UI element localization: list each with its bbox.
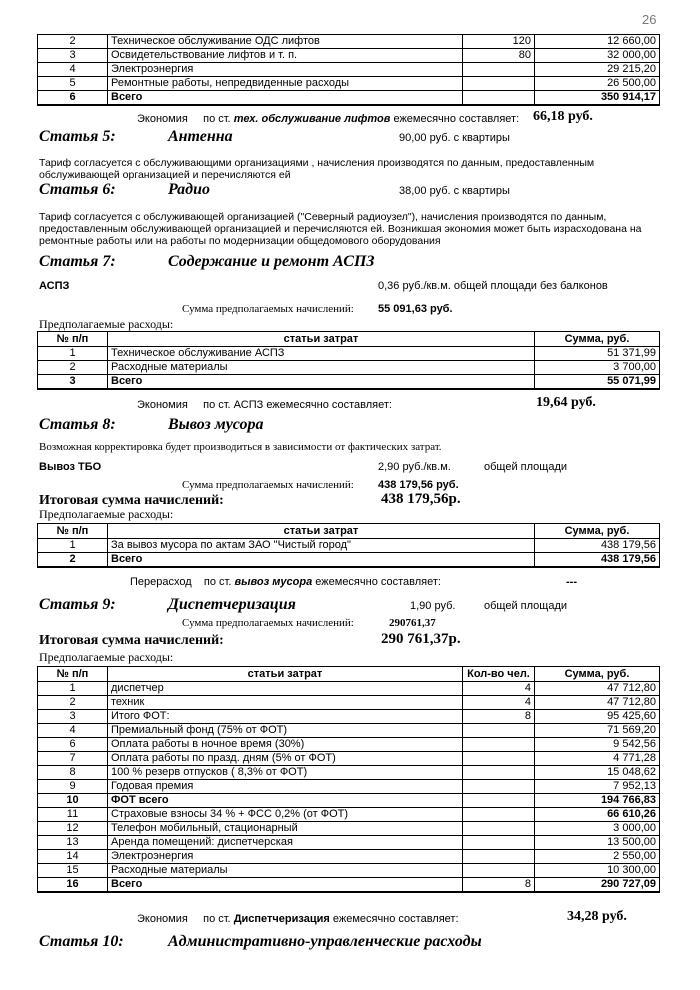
page-number: 26	[642, 12, 657, 27]
art7-economy-value: 19,64 руб.	[536, 395, 596, 410]
table-header-row: № п/п статьи затрат Сумма, руб.	[38, 524, 660, 539]
art6-note: Тариф согласуется с обслуживающей организацией ("Северный радиоузел"), начисления производятся по данным, предоставленным обслуживающей организацией и перечисляются ей. Возникшая экономия может быть израсходована на ремонтные работы или на работы по модернизации общедомового оборудования	[39, 211, 642, 247]
table-row: 13 Аренда помещений: диспетчерская 13 500,00	[38, 836, 660, 850]
art7-table	[37, 331, 660, 390]
table-row: 1 За вывоз мусора по актам ЗАО "Чистый город" 438 179,56	[38, 539, 660, 553]
art9-economy-value: 34,28 руб.	[567, 909, 627, 924]
art9-title: Диспетчеризация	[168, 596, 296, 613]
table-row: 1 Техническое обслуживание АСПЗ 51 371,99	[38, 347, 660, 361]
art8-overrun-value: ---	[566, 576, 577, 588]
art8-sum-value: 438 179,56 руб.	[378, 479, 459, 491]
lifts-economy-value: 66,18 руб.	[533, 109, 593, 124]
table-total-row: 16 Всего 8 290 727,09	[38, 878, 660, 893]
table-row: 10 ФОТ всего 194 766,83	[38, 794, 660, 808]
lifts-table	[37, 34, 660, 106]
art8-rate: 2,90 руб./кв.м.	[378, 461, 451, 473]
art7-sum-label: Сумма предполагаемых начислений:	[182, 303, 354, 315]
art9-table	[37, 666, 660, 893]
art5-title: Антенна	[168, 128, 233, 145]
table-total-row: 3 Всего 55 071,99	[38, 375, 660, 390]
table-row: 2 Расходные материалы 3 700,00	[38, 361, 660, 375]
table-row: 3 Освидетельствование лифтов и т. п. 80 32 000,00	[38, 49, 660, 63]
table-row: 3 Итого ФОТ: 8 95 425,60	[38, 710, 660, 724]
table-total-row: 6 Всего 350 914,17	[38, 91, 660, 106]
art7-economy-line: Экономия по ст. АСПЗ ежемесячно составляет:	[137, 399, 392, 411]
art5-note: Тариф согласуется с обслуживающими организациями , начисления производятся по данным, предоставленным обслуживающей организацией и перечисляются ей	[39, 157, 595, 181]
table-header-row: № п/п статьи затрат Кол-во чел. Сумма, руб.	[38, 667, 660, 682]
table-row: 4 Электроэнергия 29 215,20	[38, 63, 660, 77]
table-row: 7 Оплата работы по празд. дням (5% от ФОТ) 4 771,28	[38, 752, 660, 766]
art9-total-label: Итоговая сумма начислений:	[39, 633, 224, 648]
art7-expenses-label: Предполагаемые расходы:	[39, 317, 174, 331]
table-row: 15 Расходные материалы 10 300,00	[38, 864, 660, 878]
art9-rate: 1,90 руб.	[410, 600, 456, 612]
table-header-row: № п/п статьи затрат Сумма, руб.	[38, 332, 660, 347]
art9-sum-value: 290761,37	[389, 617, 436, 629]
table-row: 2 техник 4 47 712,80	[38, 696, 660, 710]
art8-number: Статья 8:	[39, 416, 116, 433]
art8-expenses-label: Предполагаемые расходы:	[39, 507, 174, 521]
art7-rate: 0,36 руб./кв.м. общей площади без балконов	[378, 280, 608, 292]
table-row: 11 Страховые взносы 34 % + ФСС 0,2% (от ФОТ) 66 610,26	[38, 808, 660, 822]
art10-title: Административно-управленческие расходы	[168, 933, 482, 950]
table-row: 8 100 % резерв отпусков ( 8,3% от ФОТ) 15 048,62	[38, 766, 660, 780]
table-row: 1 диспетчер 4 47 712,80	[38, 682, 660, 696]
art8-overrun-line: Перерасход по ст. вывоз мусора ежемесячно составляет:	[130, 576, 441, 588]
table-row: 12 Телефон мобильный, стационарный 3 000,00	[38, 822, 660, 836]
art8-total-label: Итоговая сумма начислений:	[39, 493, 224, 508]
art9-rate-unit: общей площади	[484, 600, 568, 612]
art8-table	[37, 523, 660, 568]
art9-total-value: 290 761,37р.	[381, 631, 461, 647]
art8-total-value: 438 179,56р.	[381, 491, 461, 507]
art9-economy-line: Экономия по ст. Диспетчеризация ежемесячно составляет:	[137, 913, 459, 925]
art5-rate: 90,00 руб. с квартиры	[399, 132, 510, 144]
art9-expenses-label: Предполагаемые расходы:	[39, 650, 174, 664]
art8-item: Вывоз ТБО	[39, 461, 102, 473]
art9-sum-label: Сумма предполагаемых начислений:	[182, 617, 354, 629]
art9-number: Статья 9:	[39, 596, 116, 613]
art7-number: Статья 7:	[39, 253, 116, 270]
table-row: 2 Техническое обслуживание ОДС лифтов 120 12 660,00	[38, 35, 660, 49]
art5-number: Статья 5:	[39, 128, 116, 145]
art7-sum-value: 55 091,63 руб.	[378, 303, 453, 315]
table-row: 6 Оплата работы в ночное время (30%) 9 542,56	[38, 738, 660, 752]
lifts-economy-line: Экономия по ст. тех. обслуживание лифтов ежемесячно составляет:	[137, 113, 520, 125]
art8-rate-unit: общей площади	[484, 461, 568, 473]
table-row: 5 Ремонтные работы, непредвиденные расходы 26 500,00	[38, 77, 660, 91]
table-row: 4 Премиальный фонд (75% от ФОТ) 71 569,20	[38, 724, 660, 738]
art8-note: Возможная корректировка будет производиться в зависимости от фактических затрат.	[39, 441, 442, 453]
art6-number: Статья 6:	[39, 181, 116, 198]
art7-item: АСПЗ	[39, 280, 70, 292]
art6-rate: 38,00 руб. с квартиры	[399, 185, 510, 197]
table-row: 14 Электроэнергия 2 550,00	[38, 850, 660, 864]
art8-title: Вывоз мусора	[168, 416, 264, 433]
art6-title: Радио	[168, 181, 210, 198]
art7-title: Содержание и ремонт АСПЗ	[168, 253, 375, 270]
table-total-row: 2 Всего 438 179,56	[38, 553, 660, 568]
art8-sum-label: Сумма предполагаемых начислений:	[182, 479, 354, 491]
table-row: 9 Годовая премия 7 952,13	[38, 780, 660, 794]
art10-number: Статья 10:	[39, 933, 124, 950]
